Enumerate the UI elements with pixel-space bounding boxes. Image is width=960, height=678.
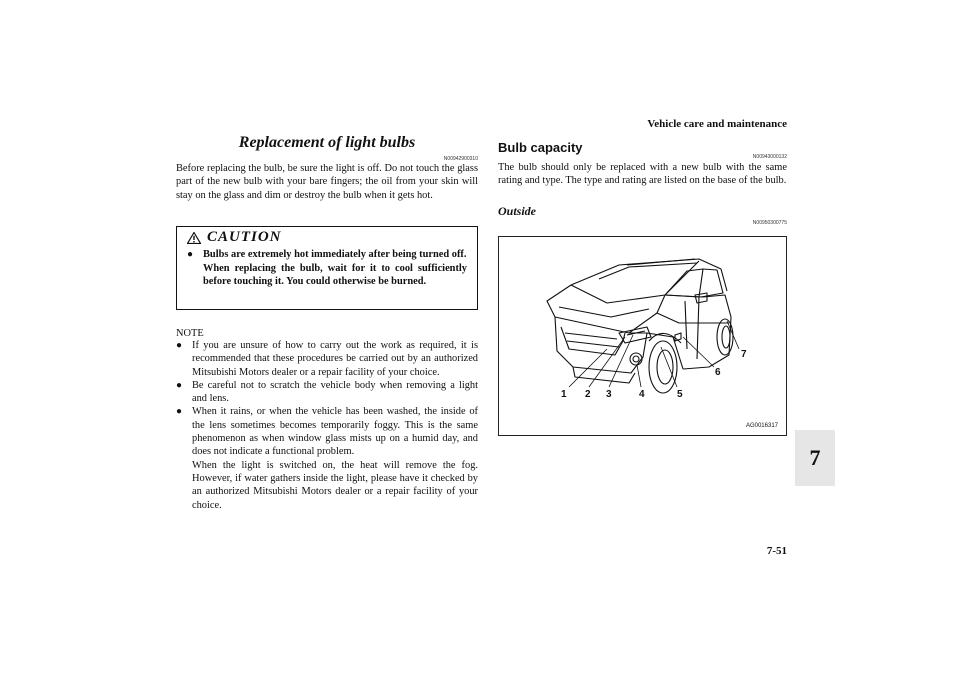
list-item: ● Be careful not to scratch the vehicle body when removing a light and lens. (176, 379, 478, 405)
callout-label: 7 (741, 349, 747, 360)
figure-code: AG0016317 (745, 423, 778, 429)
callout-label: 2 (585, 389, 591, 400)
caution-box (176, 226, 478, 310)
section-code: N00942900310 (443, 156, 478, 162)
caution-text (187, 248, 467, 289)
caution-label: CAUTION (207, 229, 282, 245)
page-number: 7-51 (766, 545, 787, 557)
caution-header (187, 229, 282, 246)
section-title: Replacement of light bulbs (238, 134, 416, 151)
heading-code: N00943000132 (752, 154, 787, 160)
warning-triangle-icon (187, 232, 201, 244)
vehicle-figure (498, 236, 787, 436)
callout-label: 3 (606, 389, 612, 400)
list-item: ● If you are unsure of how to carry out the work as required, it is recommended that these procedures be carried out by an authorized Mitsubishi Motors dealer or a repair facility of your choice. (176, 340, 478, 378)
vehicle-illustration (499, 237, 786, 435)
callout-label: 4 (639, 389, 645, 400)
bulb-capacity-heading: Bulb capacity (498, 140, 583, 155)
note-continuation: When the light is switched on, the heat will remove the fog. However, if water gathers inside the light, please have it checked by an authorized Mitsubishi Motors dealer or a repair facility of your choice. (192, 459, 478, 511)
note-list (176, 339, 478, 512)
bullet-icon: ● (176, 340, 183, 351)
intro-paragraph: Before replacing the bulb, be sure the light is off. Do not touch the glass part of the new bulb with your bare fingers; the oil from your skin will stay on the glass and dim or destroy the bulb when it gets hot. (176, 163, 478, 201)
bullet-icon: ● (187, 249, 194, 260)
list-item: ● When it rains, or when the vehicle has been washed, the inside of the lens sometimes becomes temporarily foggy. This is the same phenomenon as when window glass mists up on a humid day, and does not indicate a functional problem. When the light is switched on, the heat will remove the fog. However, if water gathers inside the light, please have it checked by an authorized Mitsubishi Motors dealer or a repair facility of your choice. (176, 406, 478, 511)
note-label: NOTE (176, 328, 204, 339)
bulb-capacity-paragraph: The bulb should only be replaced with a new bulb with the same rating and type. The type and rating are listed on the base of the bulb. (498, 162, 787, 187)
outside-subheading: Outside (498, 204, 537, 218)
chapter-tab: 7 (795, 430, 835, 486)
running-header: Vehicle care and maintenance (647, 118, 787, 130)
bullet-icon: ● (176, 406, 183, 418)
subheading-code: N00950300775 (752, 220, 787, 226)
caution-bullet: Bulbs are extremely hot immediately after being turned off. (203, 249, 467, 260)
bullet-icon: ● (176, 379, 183, 391)
callout-label: 5 (677, 389, 683, 400)
caution-continuation: When replacing the bulb, wait for it to cool sufficiently before touching it. You could otherwise be burned. (203, 262, 467, 287)
callout-label: 1 (561, 389, 567, 400)
callout-label: 6 (715, 367, 721, 378)
